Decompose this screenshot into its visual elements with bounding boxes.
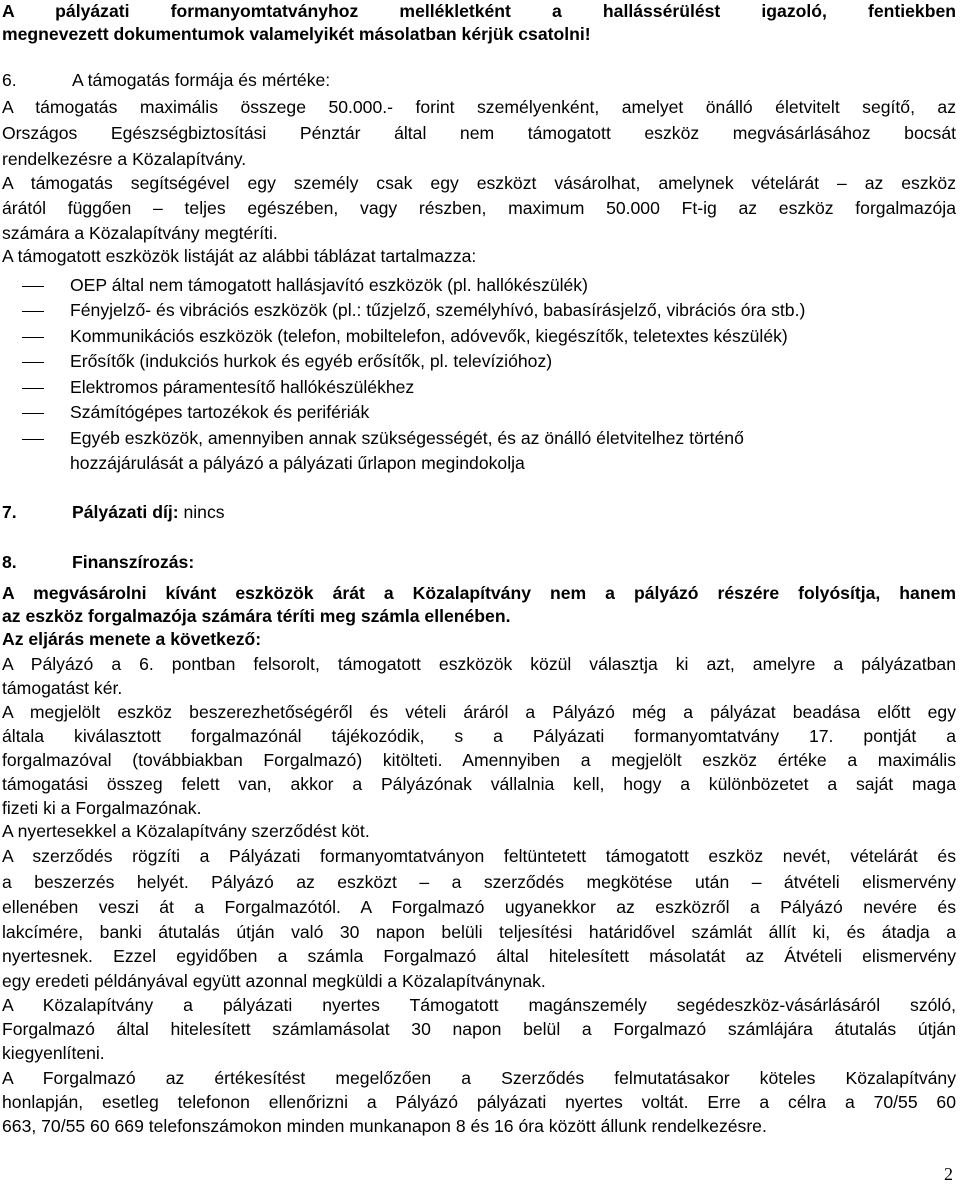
procedure-line: támogatási összeg felett van, akkor a Pályázónak vállalnia kell, hogy a különbözetet a saját maga — [2, 774, 956, 794]
page-number: 2 — [944, 1164, 953, 1184]
procedure-line: A megjelölt eszköz beszerezhetőségéről és vételi áráról a Pályázó még a pályázat beadása előtt egy — [2, 702, 956, 722]
list-item: Elektromos páramentesítő hallókészülékhez — [70, 377, 415, 397]
procedure-line: A Forgalmazó az értékesítést megelőzően a Szerződés felmutatásakor köteles Közalapítvány — [2, 1068, 956, 1088]
procedure-line: a beszerzés helyét. Pályázó az eszközt – a szerződés megkötése után – átvételi elismervény — [2, 872, 956, 892]
section-6-para1-line2: Országos Egészségbiztosítási Pénztár által nem támogatott eszköz megvásárlásához bocsát — [2, 123, 956, 143]
procedure-line: általa kiválasztott forgalmazónál tájékozódik, s a Pályázati formanyomtatvány 17. pontját a — [2, 726, 956, 746]
list-item-continuation: hozzájárulását a pályázó a pályázati űrlapon megindokolja — [70, 453, 525, 473]
list-bullet — [22, 376, 46, 399]
section-7-title: Pályázati díj: — [72, 502, 179, 522]
intro-line-1: A pályázati formanyomtatványhoz mellékletként a hallássérülést igazoló, fentiekben — [2, 1, 956, 21]
list-item: Egyéb eszközök, amennyiben annak szükségességét, és az önálló életvitelhez történő — [70, 428, 744, 448]
financing-bold-line-2: az eszköz forgalmazója számára téríti meg számla ellenében. — [2, 606, 511, 626]
list-bullet — [22, 427, 46, 450]
procedure-line: Forgalmazó által hitelesített számlamásolat 30 napon belül a Forgalmazó számlájára átutalás útján — [2, 1019, 956, 1039]
section-6-number: 6. — [2, 70, 17, 90]
section-7-number: 7. — [2, 502, 17, 522]
procedure-line: támogatást kér. — [2, 678, 123, 698]
section-6-para1-line1: A támogatás maximális összege 50.000.- forint személyenként, amelyet önálló életvitelt segítő, az — [2, 97, 956, 117]
list-bullet — [22, 350, 46, 373]
section-8-number: 8. — [2, 552, 17, 572]
section-6-list-intro: A támogatott eszközök listáját az alábbi táblázat tartalmazza: — [2, 246, 477, 266]
procedure-title: Az eljárás menete a következő: — [2, 629, 262, 649]
list-bullet — [22, 299, 46, 322]
procedure-line: A Pályázó a 6. pontban felsorolt, támogatott eszközök közül választja ki azt, amelyre a pályázatban — [2, 654, 956, 674]
procedure-line: A nyertesekkel a Közalapítvány szerződést köt. — [2, 821, 370, 841]
procedure-line: A szerződés rögzíti a Pályázati formanyomtatványon feltüntetett támogatott eszköz nevét, vételárát és — [2, 846, 956, 866]
procedure-line: nyertesnek. Ezzel egyidőben a számla Forgalmazó által hitelesített másolatát az Átvételi elismervény — [2, 946, 956, 966]
section-8-title: Finanszírozás: — [72, 552, 195, 572]
list-item: OEP által nem támogatott hallásjavító eszközök (pl. hallókészülék) — [70, 275, 588, 295]
section-7-heading — [72, 501, 225, 524]
procedure-line: ellenében veszi át a Forgalmazótól. A Forgalmazó ugyanekkor az eszközről a Pályázó nevére és — [2, 897, 956, 917]
section-7-value: nincs — [183, 502, 225, 522]
section-6-para2-line2: árától függően – teljes egészében, vagy részben, maximum 50.000 Ft-ig az eszköz forgalmazója — [2, 198, 956, 218]
section-6-para1-line3: rendelkezésre a Közalapítvány. — [2, 149, 247, 169]
procedure-line: honlapján, esetleg telefonon ellenőrizni a Pályázó pályázati nyertes voltát. Erre a célra a 70/55 60 — [2, 1092, 956, 1112]
list-item: Fényjelző- és vibrációs eszközök (pl.: tűzjelző, személyhívó, babasírásjelző, vibrációs óra stb.) — [70, 300, 806, 320]
procedure-line: A Közalapítvány a pályázati nyertes Támogatott magánszemély segédeszköz-vásárlásáról szóló, — [2, 995, 956, 1015]
intro-line-2: megnevezett dokumentumok valamelyikét másolatban kérjük csatolni! — [2, 24, 591, 44]
list-item: Erősítők (indukciós hurkok és egyéb erősítők, pl. televízióhoz) — [70, 351, 553, 371]
procedure-line: egy eredeti példányával együtt azonnal megküldi a Közalapítványnak. — [2, 971, 546, 991]
financing-bold-line-1: A megvásárolni kívánt eszközök árát a Közalapítvány nem a pályázó részére folyósítja, hanem — [2, 583, 956, 603]
section-6-para2-line3: számára a Közalapítvány megtéríti. — [2, 223, 278, 243]
list-item: Kommunikációs eszközök (telefon, mobiltelefon, adóvevők, kiegészítők, teletextes készülék) — [70, 326, 788, 346]
section-6-para2-line1: A támogatás segítségével egy személy csak egy eszközt vásárolhat, amelynek vételárát – az eszköz — [2, 173, 956, 193]
procedure-line: fizeti ki a Forgalmazónak. — [2, 798, 202, 818]
list-bullet — [22, 325, 46, 348]
procedure-line: kiegyenlíteni. — [2, 1043, 105, 1063]
procedure-line: lakcímére, banki átutalás útján való 30 napon belüli teljesítési határidővel számlát állít ki, és átadja a — [2, 922, 956, 942]
section-6-title: A támogatás formája és mértéke: — [72, 70, 331, 90]
procedure-line: forgalmazóval (továbbiakban Forgalmazó) kitölteti. Amennyiben a megjelölt eszköz értéke a maximális — [2, 750, 956, 770]
procedure-line: 663, 70/55 60 669 telefonszámokon minden munkanapon 8 és 16 óra között állunk rendelkezésre. — [2, 1116, 767, 1136]
list-bullet — [22, 401, 46, 424]
list-item: Számítógépes tartozékok és perifériák — [70, 402, 370, 422]
list-bullet — [22, 274, 46, 297]
